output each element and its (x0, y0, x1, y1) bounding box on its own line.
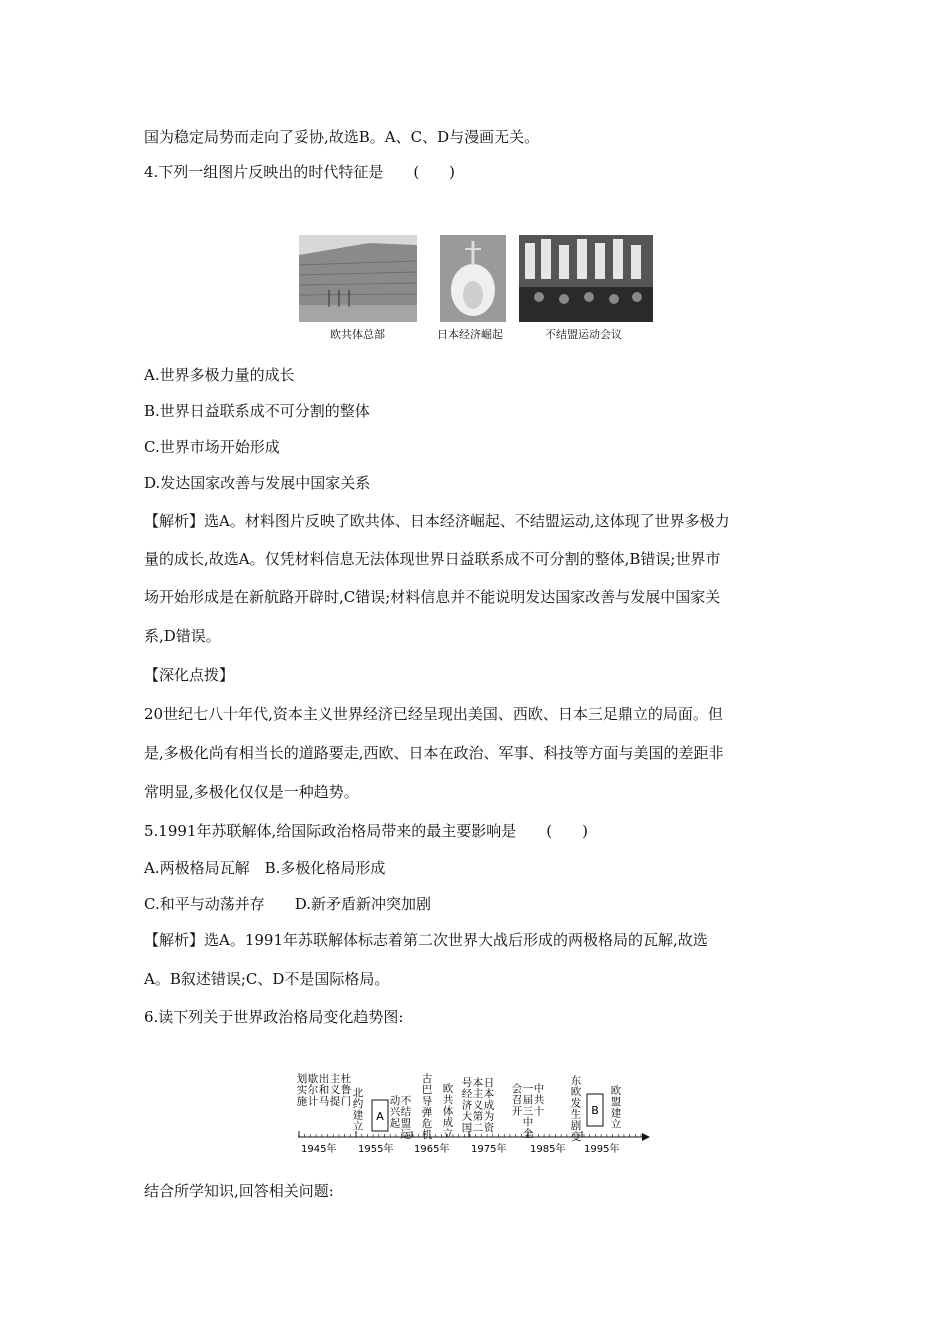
event-char: 实 (296, 1084, 308, 1097)
event-char: 危 (421, 1117, 433, 1130)
event-char: 成 (483, 1099, 495, 1112)
event-char: 起 (389, 1117, 401, 1130)
event-char: 尔 (307, 1084, 319, 1097)
option-a: A.世界多极力量的成长 (144, 366, 295, 384)
options-cd: C.和平与动荡并存 D.新矛盾新冲突加剧 (144, 895, 431, 913)
event-char: 共 (442, 1094, 454, 1107)
event-char: 义 (329, 1084, 341, 1097)
event-char: 盟 (400, 1117, 412, 1130)
question-5: 5.1991年苏联解体,给国际政治格局带来的最主要影响是 ( ) (144, 822, 588, 840)
non-aligned-meeting-photo (519, 235, 653, 322)
event-char: 中 (522, 1116, 534, 1129)
tick-label: 1945年 (301, 1144, 337, 1155)
event-char: 生 (570, 1108, 582, 1121)
analysis-line: A。B叙述错误;C、D不是国际格局。 (144, 970, 390, 988)
event-char: 弹 (421, 1106, 433, 1119)
analysis-line: 量的成长,故选A。仅凭材料信息无法体现世界日益联系成不可分割的整体,B错误;世界市 (144, 550, 721, 568)
event-char: 划 (296, 1073, 308, 1085)
option-b: B.世界日益联系成不可分割的整体 (144, 402, 370, 420)
event-char: 为 (483, 1110, 495, 1123)
event-char: 剧 (570, 1119, 582, 1132)
event-char: 本 (472, 1077, 484, 1089)
photo-caption: 欧共体总部 (330, 328, 385, 341)
tick-label: 1955年 (358, 1144, 394, 1155)
event-char: 资 (483, 1121, 495, 1134)
event-char: 发 (570, 1097, 582, 1110)
analysis-line: 【解析】选A。材料图片反映了欧共体、日本经济崛起、不结盟运动,这体现了世界多极力 (144, 512, 730, 530)
timeline-diagram (296, 1072, 652, 1158)
deepening-line: 常明显,多极化仅仅是一种趋势。 (144, 783, 359, 801)
event-char: 兴 (389, 1106, 401, 1119)
event-char: 盟 (610, 1096, 622, 1109)
photo-caption: 日本经济崛起 (437, 328, 503, 341)
event-char: 门 (340, 1095, 352, 1108)
event-char: 中 (533, 1083, 545, 1095)
event-char: 二 (472, 1121, 484, 1134)
event-char: 国 (461, 1121, 473, 1134)
event-char: 计 (307, 1095, 319, 1108)
analysis-line: 【解析】选A。1991年苏联解体标志着第二次世界大战后形成的两极格局的瓦解,故选 (144, 931, 708, 949)
question-4: 4.下列一组图片反映出的时代特征是 ( ) (144, 163, 456, 181)
event-char: 运 (400, 1128, 412, 1141)
event-char: 立 (442, 1127, 454, 1140)
event-char: 鲁 (340, 1084, 352, 1097)
event-char: 歇 (307, 1073, 319, 1085)
event-char: 济 (461, 1099, 473, 1112)
event-char: 提 (329, 1095, 341, 1108)
analysis-line: 系,D错误。 (144, 627, 221, 645)
event-char: 导 (421, 1095, 433, 1108)
event-char: 会 (511, 1083, 523, 1095)
event-char: 杜 (340, 1073, 352, 1085)
event-char: 经 (461, 1088, 473, 1101)
box-a-label: A (376, 1110, 384, 1123)
event-char: 十 (533, 1105, 545, 1118)
event-char: 体 (442, 1105, 454, 1118)
deepening-line: 是,多极化尚有相当长的道路要走,西欧、日本在政治、军事、科技等方面与美国的差距非 (144, 744, 724, 762)
section-heading: 【深化点拨】 (144, 666, 235, 684)
event-char: 机 (421, 1129, 433, 1141)
event-char: 北 (352, 1087, 364, 1099)
text-line: 国为稳定局势而走向了妥协,故选B。A、C、D与漫画无关。 (144, 128, 540, 146)
closing-line: 结合所学知识,回答相关问题: (144, 1182, 334, 1200)
event-char: 结 (400, 1106, 412, 1119)
event-char: 开 (511, 1105, 523, 1118)
box-b-label: B (591, 1104, 599, 1117)
event-char: 欧 (442, 1083, 454, 1095)
photo-caption: 不结盟运动会议 (545, 328, 622, 341)
event-char: 日 (483, 1077, 495, 1089)
deepening-line: 20世纪七八十年代,资本主义世界经济已经呈现出美国、西欧、日本三足鼎立的局面。但 (144, 705, 723, 723)
event-char: 大 (461, 1110, 473, 1123)
event-char: 义 (472, 1099, 484, 1112)
event-char: 三 (522, 1105, 534, 1118)
tick-label: 1995年 (584, 1144, 620, 1155)
event-char: 出 (318, 1073, 330, 1085)
event-char: 共 (533, 1094, 545, 1107)
event-char: 全 (522, 1127, 534, 1140)
option-d: D.发达国家改善与发展中国家关系 (144, 474, 371, 492)
event-char: 和 (318, 1084, 330, 1097)
axis-arrow (642, 1133, 650, 1141)
event-char: 第 (472, 1110, 484, 1123)
event-char: 届 (522, 1094, 534, 1107)
event-char: 号 (461, 1077, 473, 1089)
option-c: C.世界市场开始形成 (144, 438, 280, 456)
event-char: 东 (570, 1075, 582, 1087)
event-char: 召 (511, 1094, 523, 1107)
event-char: 变 (570, 1131, 582, 1143)
tick-label: 1985年 (530, 1144, 566, 1155)
ec-headquarters-photo (299, 235, 417, 322)
event-char: 马 (318, 1095, 330, 1108)
event-char: 立 (610, 1118, 622, 1131)
tick-label: 1965年 (414, 1144, 450, 1155)
event-char: 主 (472, 1088, 484, 1101)
event-char: 建 (352, 1109, 364, 1122)
event-char: 巴 (421, 1084, 433, 1097)
options-ab: A.两极格局瓦解 B.多极化格局形成 (144, 859, 386, 877)
tick-label: 1975年 (471, 1144, 507, 1155)
analysis-line: 场开始形成是在新航路开辟时,C错误;材料信息并不能说明发达国家改善与发展中国家关 (144, 588, 721, 606)
event-char: 建 (610, 1107, 622, 1120)
event-char: 动 (389, 1095, 401, 1107)
event-char: 主 (329, 1073, 341, 1085)
event-char: 不 (400, 1095, 412, 1107)
event-char: 古 (421, 1073, 433, 1085)
question-6: 6.读下列关于世界政治格局变化趋势图: (144, 1008, 404, 1026)
event-char: 施 (296, 1095, 308, 1108)
event-char: 约 (352, 1098, 364, 1111)
event-char: 一 (522, 1083, 534, 1095)
event-char: 立 (352, 1120, 364, 1133)
event-char: 欧 (570, 1086, 582, 1099)
event-char: 成 (442, 1116, 454, 1129)
japan-economy-photo (440, 235, 506, 322)
event-char: 欧 (610, 1085, 622, 1097)
event-char: 本 (483, 1088, 495, 1101)
